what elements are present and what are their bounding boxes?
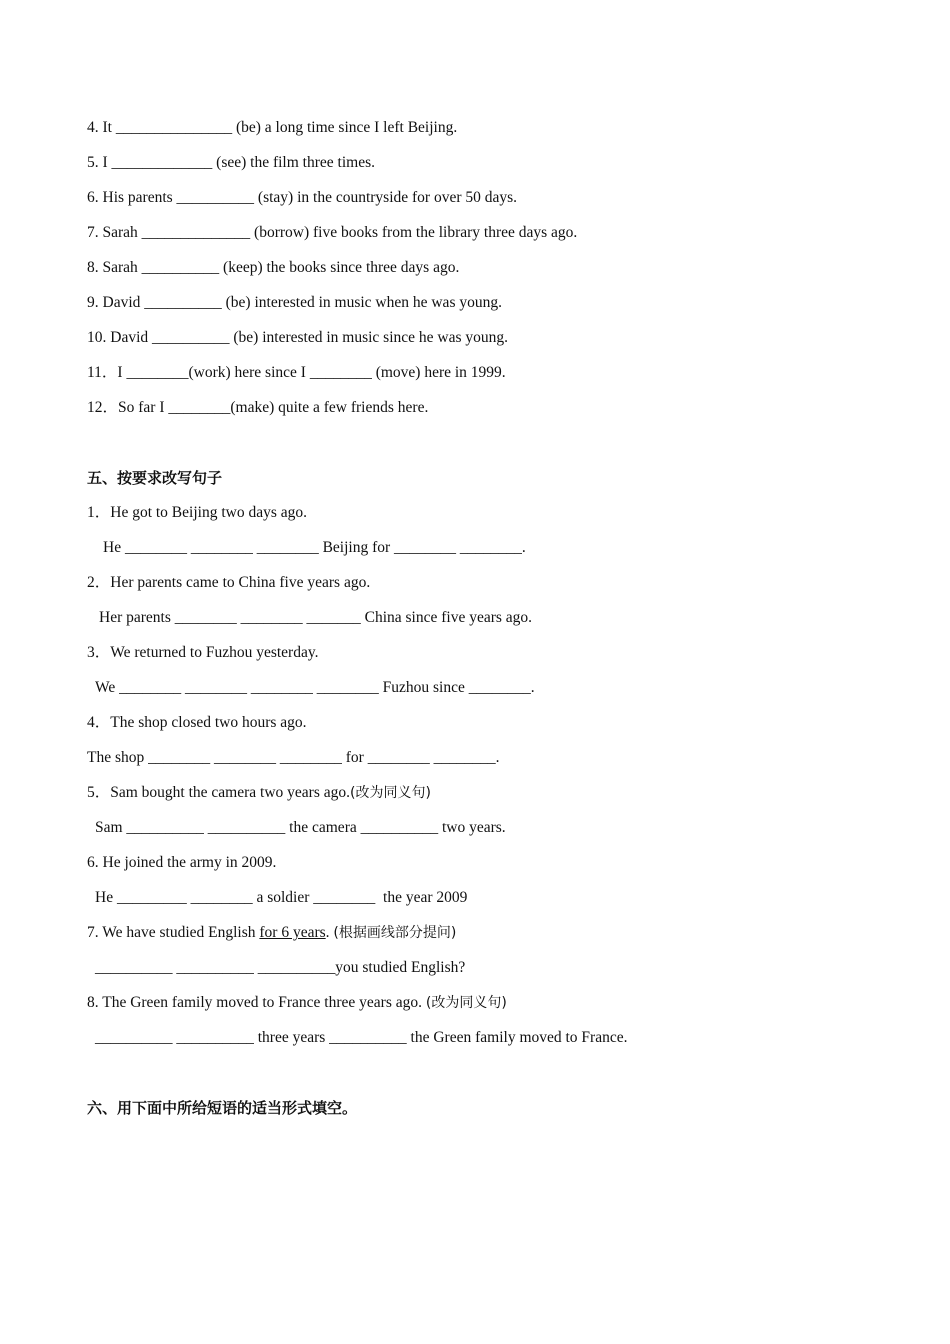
instruction-note: (改为同义句) (350, 785, 431, 801)
rewrite-question-6: 6. He joined the army in 2009. (87, 854, 277, 871)
question-9: 9. David __________ (be) interested in music when he was young. (87, 294, 502, 311)
section-heading: 五、按要求改写句子 (87, 469, 223, 487)
question-text: 8. The Green family moved to France three years ago. (87, 994, 426, 1011)
section-heading: 六、用下面中所给短语的适当形式填空。 (87, 1099, 358, 1117)
rewrite-question-8 (87, 993, 507, 1013)
rewrite-answer-3: We ________ ________ ________ ________ Fuzhou since ________. (95, 679, 535, 696)
rewrite-answer-4: The shop ________ ________ ________ for ________ ________. (87, 749, 500, 766)
question-text: 5．Sam bought the camera two years ago. (87, 784, 350, 801)
rewrite-answer-6: He _________ ________ a soldier ________ the year 2009 (95, 889, 468, 906)
rewrite-answer-5: Sam __________ __________ the camera __________ two years. (95, 819, 506, 836)
rewrite-answer-7: __________ __________ __________you studied English? (95, 959, 466, 976)
rewrite-question-5 (87, 783, 431, 803)
rewrite-answer-2: Her parents ________ ________ _______ China since five years ago. (99, 609, 533, 626)
rewrite-question-2: 2．Her parents came to China five years ago. (87, 574, 371, 591)
question-11: 11．I ________(work) here since I ________ (move) here in 1999. (87, 364, 506, 381)
underlined-phrase: for 6 years (259, 924, 326, 941)
question-12: 12．So far I ________(make) quite a few friends here. (87, 399, 429, 416)
rewrite-question-3: 3．We returned to Fuzhou yesterday. (87, 644, 319, 661)
question-7: 7. Sarah ______________ (borrow) five books from the library three days ago. (87, 224, 578, 241)
question-8: 8. Sarah __________ (keep) the books since three days ago. (87, 259, 460, 276)
rewrite-question-4: 4．The shop closed two hours ago. (87, 714, 307, 731)
rewrite-question-7 (87, 923, 456, 943)
question-text: 7. We have studied English (87, 924, 260, 941)
instruction-note: (根据画线部分提问) (333, 925, 457, 941)
rewrite-answer-8: __________ __________ three years __________ the Green family moved to France. (95, 1029, 628, 1046)
question-10: 10. David __________ (be) interested in music since he was young. (87, 329, 508, 346)
question-4: 4. It _______________ (be) a long time since I left Beijing. (87, 119, 458, 136)
question-5: 5. I _____________ (see) the film three times. (87, 154, 375, 171)
rewrite-question-1: 1．He got to Beijing two days ago. (87, 504, 307, 521)
rewrite-answer-1: He ________ ________ ________ Beijing for ________ ________. (103, 539, 526, 556)
question-6: 6. His parents __________ (stay) in the countryside for over 50 days. (87, 189, 518, 206)
instruction-note: (改为同义句) (425, 995, 507, 1011)
question-text-end: . (325, 924, 334, 941)
